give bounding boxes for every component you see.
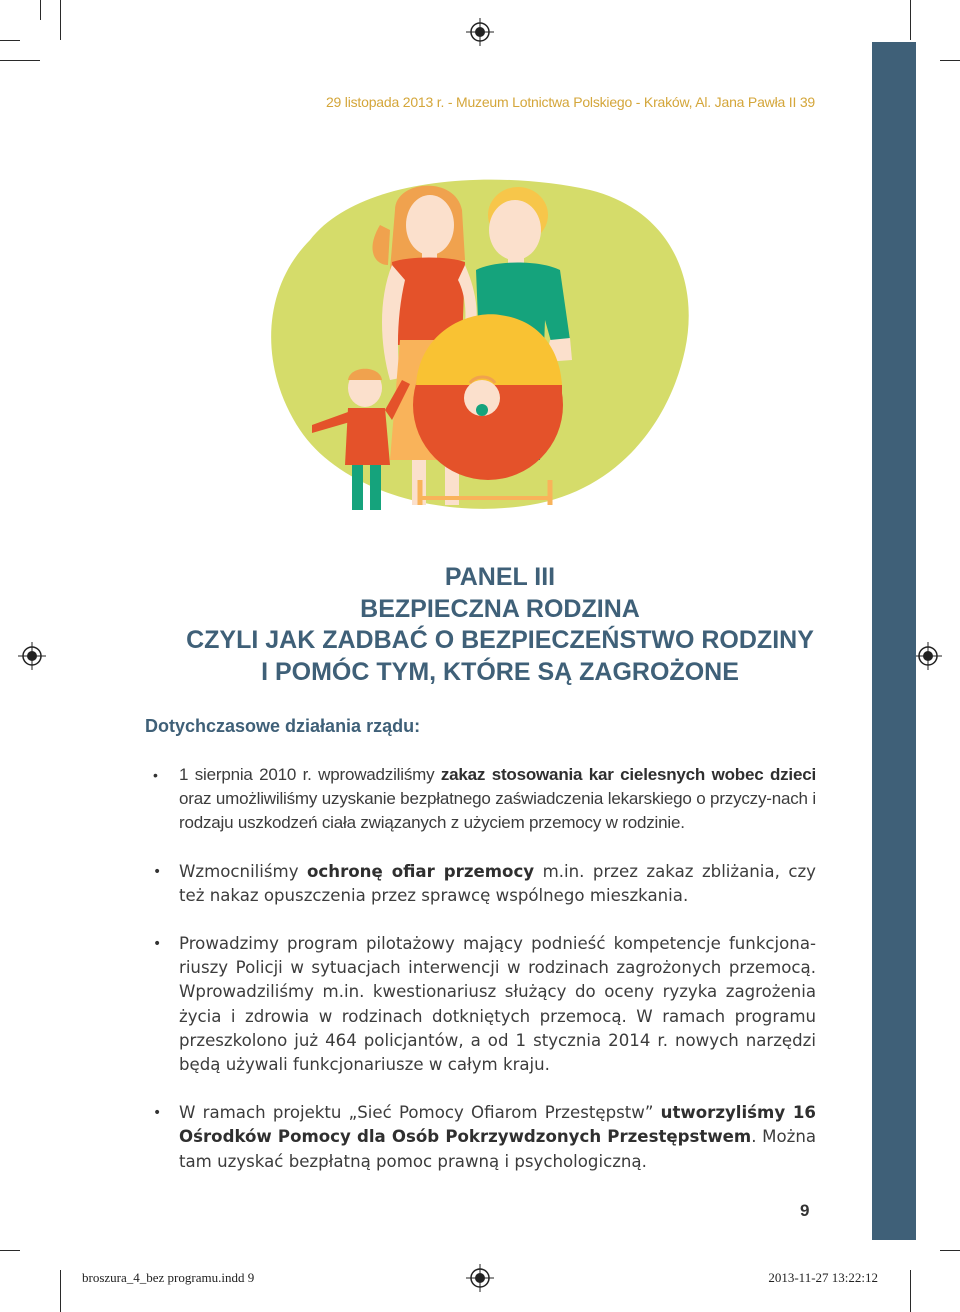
- list-item: • 1 sierpnia 2010 r. wprowadziliśmy zakaz stosowania kar cielesnych wobec dzieci oraz umożliwiliśmy uzyskanie bezpłatnego zaświadczenia lekarskiego o przyczy-nach i rodzaju uszkodzeń ciała związanych z użyciem przemocy w rodzinie.: [153, 765, 816, 833]
- bullet-icon: •: [153, 863, 162, 880]
- bullet-list: [150, 763, 816, 1198]
- crop-mark: [940, 1250, 960, 1251]
- crop-mark: [0, 60, 40, 61]
- bullet-icon: •: [153, 767, 158, 783]
- page-number: 9: [800, 1201, 810, 1220]
- title-line-3: CZYLI JAK ZADBAĆ O BEZPIECZEŃSTWO RODZINY: [186, 626, 814, 654]
- list-item: • Wzmocniliśmy ochronę ofiar przemocy m.in. przez zakaz zbliżania, czy też nakaz opuszczenia przez sprawcę wspólnego mieszkania.: [153, 861, 817, 905]
- crop-mark: [60, 1270, 61, 1312]
- family-illustration-icon: [240, 170, 700, 530]
- crop-mark: [0, 40, 20, 41]
- list-item: • Prowadzimy program pilotażowy mający podnieść kompetencje funkcjona-riuszy Policji w sytuacjach interwencji w rodzinach zagrożonych przemocą. Wprowadziliśmy m.in. kwestionariusz służący do oceny ryzyka zagrożenia życia i zdrowia w rodzinach dotkniętych przemocą. W ramach programu przeszkolono już 464 policjantów, a od 1 stycznia 2014 r. nowych narzędzi będą używali funkcjonariusze w całym kraju.: [153, 934, 816, 1075]
- crop-mark: [910, 0, 911, 40]
- crop-mark: [940, 60, 960, 61]
- title-line-1: PANEL III: [444, 563, 556, 591]
- bullet-icon: •: [153, 936, 162, 953]
- footer-timestamp: 2013-11-27 13:22:12: [768, 1270, 878, 1285]
- footer-file-name: broszura_4_bez programu.indd 9: [82, 1270, 255, 1285]
- crop-mark: [0, 1250, 20, 1251]
- event-header: 29 listopada 2013 r. - Muzeum Lotnictwa Polskiego - Kraków, Al. Jana Pawła II 39: [325, 94, 815, 110]
- panel-title: [60, 562, 940, 688]
- crop-mark: [910, 1270, 911, 1312]
- list-item: • W ramach projektu „Sieć Pomocy Ofiarom Przestępstw” utworzyliśmy 16 Ośrodków Pomocy dla Osób Pokrzywdzonych Przestępstwem. Można tam uzyskać bezpłatną pomoc prawną i psychologiczną.: [153, 1103, 817, 1171]
- crop-mark: [60, 0, 61, 40]
- registration-mark-icon: [466, 1264, 494, 1292]
- registration-mark-icon: [466, 18, 494, 46]
- bullet-icon: •: [153, 1105, 162, 1122]
- crop-mark: [40, 0, 41, 20]
- title-line-2: BEZPIECZNA RODZINA: [360, 594, 640, 623]
- registration-mark-icon: [18, 642, 46, 670]
- section-heading: Dotychczasowe działania rządu:: [145, 716, 421, 736]
- title-line-4: I POMÓC TYM, KTÓRE SĄ ZAGROŻONE: [261, 657, 739, 686]
